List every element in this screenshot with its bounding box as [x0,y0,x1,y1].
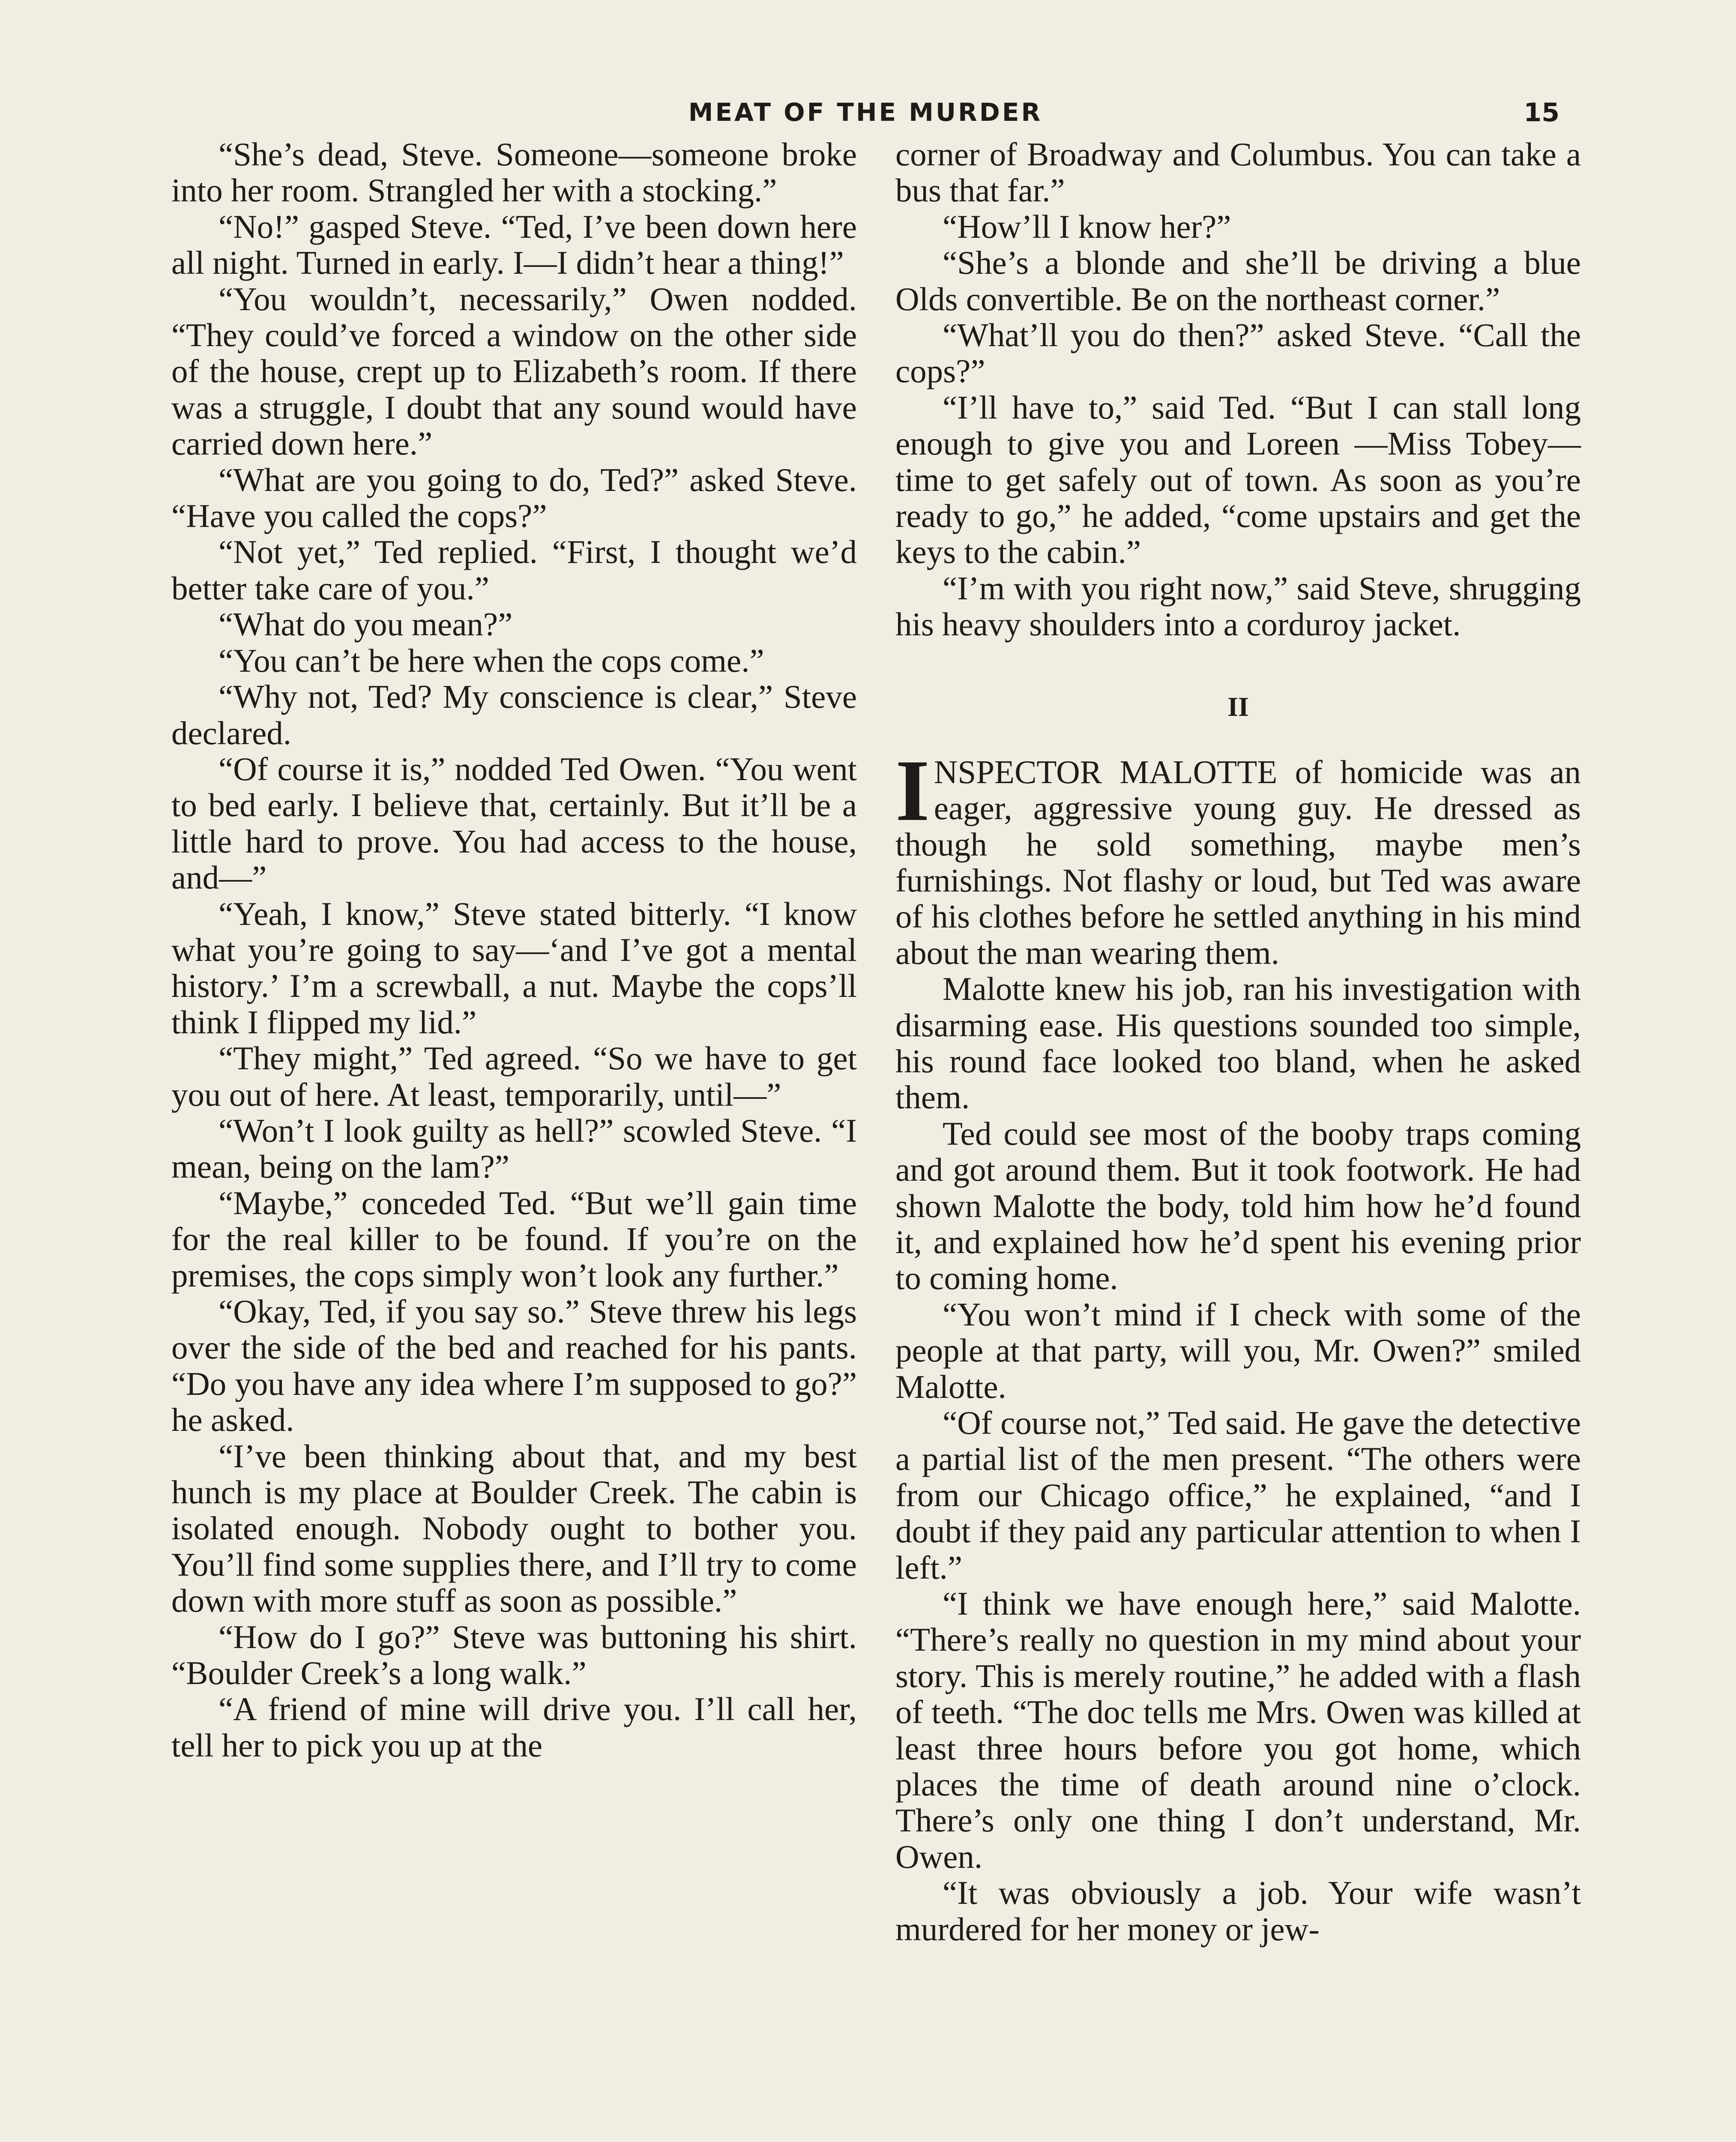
paragraph: Malotte knew his job, ran his investigation with disarming ease. His questions sounded too simple, his round face looked too bland, when he asked them. [895,970,1581,1116]
paragraph: “Maybe,” conceded Ted. “But we’ll gain time for the real killer to be found. If you’re on the premises, the cops simply won’t look any further.” [171,1184,857,1294]
paragraph: “You wouldn’t, necessarily,” Owen nodded. “They could’ve forced a window on the other side of the house, crept up to Elizabeth’s room. If there was a struggle, I doubt that any sound would have carried down here.” [171,280,857,462]
paragraph: “A friend of mine will drive you. I’ll call her, tell her to pick you up at the [171,1690,857,1764]
paragraph: “Not yet,” Ted replied. “First, I thought we’d better take care of you.” [171,533,857,607]
section-opening-paragraph [895,742,1581,971]
paragraph: “How’ll I know her?” [943,208,1231,245]
paragraph: “I think we have enough here,” said Malotte. “There’s really no question in my mind about your story. This is merely routine,” he added with a flash of teeth. “The doc tells me Mrs. Owen was killed at least three hours before you got home, which places the time of death around nine o’clock. There’s only one thing I don’t understand, Mr. Owen. [895,1585,1581,1875]
paragraph: “You won’t mind if I check with some of the people at that party, will you, Mr. Owen?” smiled Malotte. [895,1295,1581,1405]
paragraph: “You can’t be here when the cops come.” [218,642,764,679]
paragraph: “What’ll you do then?” asked Steve. “Call the cops?” [895,317,1581,390]
running-title: MEAT OF THE MURDER [688,98,1043,127]
paragraph: “Okay, Ted, if you say so.” Steve threw his legs over the side of the bed and reached for his pants. “Do you have any idea where I’m supposed to go?” he asked. [171,1293,857,1439]
paragraph: “I’m with you right now,” said Steve, shrugging his heavy shoulders into a corduroy jacket. [895,569,1581,643]
paragraph: “Of course not,” Ted said. He gave the detective a partial list of the men present. “The others were from our Chicago office,” he explained, “and I doubt if they paid any particular attention to when I left.” [895,1404,1581,1586]
paragraph: “Of course it is,” nodded Ted Owen. “You went to bed early. I believe that, certainly. But it’ll be a little hard to prove. You had access to the house, and—” [171,750,857,896]
paragraph: “I’ve been thinking about that, and my best hunch is my place at Boulder Creek. The cabin is isolated enough. Nobody ought to bother you. You’ll find some supplies there, and I’ll try to come down with more stuff as soon as possible.” [171,1437,857,1619]
paragraph: “What are you going to do, Ted?” asked Steve. “Have you called the cops?” [171,461,857,535]
paragraph: “It was obviously a job. Your wife wasn’t murdered for her money or jew- [895,1874,1581,1948]
page-number: 15 [1523,98,1559,128]
paragraph: “No!” gasped Steve. “Ted, I’ve been down here all night. Turned in early. I—I didn’t hear a thing!” [171,208,857,281]
paragraph: “Won’t I look guilty as hell?” scowled Steve. “I mean, being on the lam?” [171,1112,857,1185]
paragraph: “I’ll have to,” said Ted. “But I can stall long enough to give you and Loreen —Miss Tobey—time to get safely out of town. As soon as you’re ready to go,” he added, “come upstairs and get the keys to the cabin.” [895,389,1581,571]
paragraph: “How do I go?” Steve was buttoning his shirt. “Boulder Creek’s a long walk.” [171,1618,857,1692]
paragraph: “They might,” Ted agreed. “So we have to get you out of here. At least, temporarily, until—” [171,1040,857,1113]
paragraph: “Yeah, I know,” Steve stated bitterly. “I know what you’re going to say—‘and I’ve got a mental history.’ I’m a screwball, a nut. Maybe the cops’ll think I flipped my lid.” [171,895,857,1041]
right-column [895,136,1581,1947]
paragraph: “What do you mean?” [218,606,513,643]
drop-cap: I [895,742,930,839]
paragraph: “She’s a blonde and she’ll be driving a blue Olds convertible. Be on the northeast corner.” [895,244,1581,317]
paragraph: Ted could see most of the booby traps coming and got around them. But it took footwork. He had shown Malotte the body, told him how he’d found it, and explained how he’d spent his evening prior to coming home. [895,1115,1581,1297]
section-opening-text: NSPECTOR MALOTTE of homicide was an eager, aggressive young guy. He dressed as though he sold something, maybe men’s furnishings. Not flashy or loud, but Ted was aware of his clothes before he settled anything in his mind about the man wearing them. [895,753,1581,971]
section-heading: II [1227,691,1249,722]
page-header [171,98,1559,141]
paragraph: “She’s dead, Steve. Someone—someone broke into her room. Strangled her with a stocking.” [171,136,857,209]
paragraph: “Why not, Ted? My conscience is clear,” Steve declared. [171,678,857,751]
left-column [171,136,857,1763]
paragraph-continuation: corner of Broadway and Columbus. You can take a bus that far.” [895,136,1581,209]
